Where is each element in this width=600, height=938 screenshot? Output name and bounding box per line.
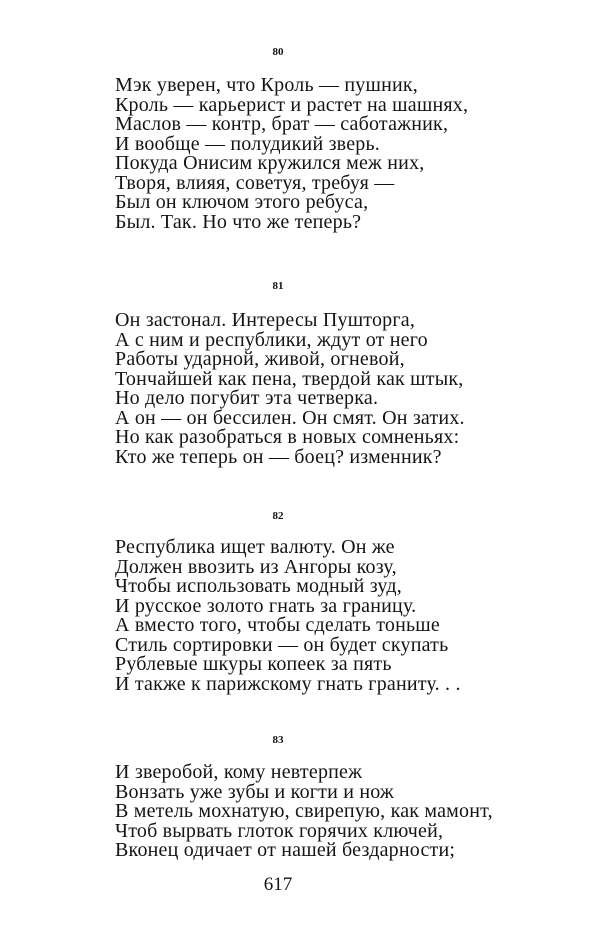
verse-line: А он — он бессилен. Он смят. Он затих. xyxy=(115,406,465,429)
verse-line: И зверобой, кому невтерпеж xyxy=(115,761,363,783)
stanza-number: 80 xyxy=(272,46,284,58)
verse-line: Работы ударной, живой, огневой, xyxy=(115,348,405,370)
verse-line: А с ним и республики, ждут от него xyxy=(115,328,428,351)
stanza-number: 81 xyxy=(272,280,284,292)
verse-line: Он застонал. Интересы Пушторга, xyxy=(115,309,416,331)
verse-line: Но как разобраться в новых сомненьях: xyxy=(115,426,460,448)
page-number: 617 xyxy=(263,874,293,895)
stanza-82 xyxy=(115,538,461,694)
verse-line: Стиль сортировки — он будет скупать xyxy=(115,633,449,656)
stanza-81 xyxy=(115,311,465,467)
verse-line: Тончайшей как пена, твердой как штык, xyxy=(115,367,464,390)
verse-line: И также к парижскому гнать граниту. . . xyxy=(115,672,461,695)
verse-line: Должен ввозить из Ангоры козу, xyxy=(115,555,397,578)
stanza-80 xyxy=(115,76,468,232)
verse-line: Маслов — контр, брат — саботажник, xyxy=(115,113,449,135)
verse-line: Вконец одичает от нашей бездарности; xyxy=(115,839,456,861)
verse-line: Был он ключом этого ребуса, xyxy=(115,191,369,213)
stanza-83 xyxy=(115,763,493,861)
verse-line: Покуда Онисим кружился меж них, xyxy=(115,152,425,174)
verse-line: Кто же теперь он — боец? изменник? xyxy=(115,445,442,468)
verse-line: Но дело погубит эта четверка. xyxy=(115,387,379,409)
verse-line: В метель мохнатую, свирепую, как мамонт, xyxy=(115,800,493,822)
stanza-number: 82 xyxy=(272,510,284,522)
verse-line: И русское золото гнать за границу. xyxy=(115,594,417,617)
stanza-number: 83 xyxy=(272,734,284,746)
verse-line: Республика ищет валюту. Он же xyxy=(115,536,395,558)
verse-line: Рублевые шкуры копеек за пять xyxy=(115,653,392,675)
verse-line: Был. Так. Но что же теперь? xyxy=(115,210,362,233)
verse-line: Творя, влияя, советуя, требуя — xyxy=(115,171,395,194)
verse-line: Вонзать уже зубы и когти и нож xyxy=(115,780,394,803)
verse-line: Чтоб вырвать глоток горячих ключей, xyxy=(115,819,444,842)
verse-line: Чтобы использовать модный зуд, xyxy=(115,575,402,597)
verse-line: Мэк уверен, что Кроль — пушник, xyxy=(115,74,419,96)
verse-line: Кроль — карьерист и растет на шашнях, xyxy=(115,93,469,116)
verse-line: А вместо того, чтобы сделать тоньше xyxy=(115,614,440,636)
verse-line: И вообще — полудикий зверь. xyxy=(115,132,380,155)
